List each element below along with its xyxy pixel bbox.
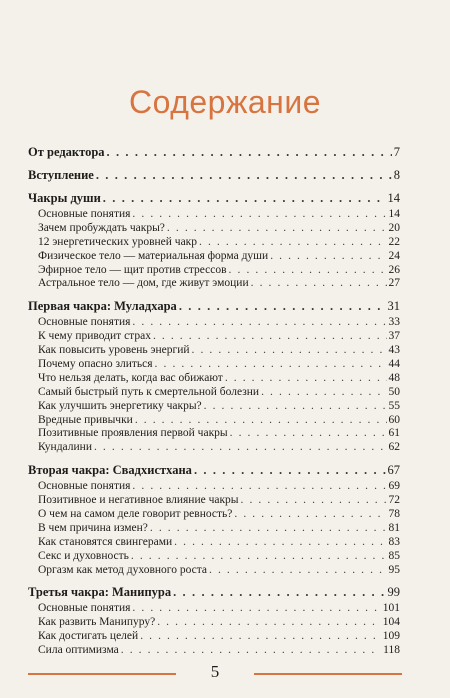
- toc-entry-page: 50: [388, 385, 400, 398]
- toc-entry-title: Эфирное тело — щит против стрессов: [38, 263, 227, 276]
- toc-entry-title: Вторая чакра: Свадхистхана: [28, 463, 192, 478]
- toc-entry-title: Третья чакра: Манипура: [28, 585, 172, 600]
- toc-entry-row: [28, 251, 400, 265]
- toc-entry-page: 44: [388, 358, 400, 371]
- toc-entry-page: 27: [388, 277, 400, 290]
- toc-entry-row: [28, 523, 400, 537]
- toc-entry-title: Почему опасно злиться: [38, 358, 153, 371]
- toc-entry-page: 62: [388, 441, 400, 454]
- toc-entry-row: [28, 565, 400, 579]
- toc-entry-row: [28, 415, 400, 429]
- toc-dot-leader: [209, 565, 386, 577]
- toc-entry-title: Что нельзя делать, когда вас обижают: [38, 371, 223, 384]
- toc-entry-title: Позитивное и негативное влияние чакры: [38, 494, 239, 507]
- toc-entry-title: Основные понятия: [38, 208, 131, 220]
- toc-entry-title: Секс и духовность: [38, 549, 129, 562]
- toc-entry-page: 83: [388, 535, 400, 548]
- toc-entry-row: [28, 387, 400, 401]
- toc-entry-row: [28, 631, 400, 645]
- toc-entry-title: О чем на самом деле говорит ревность?: [38, 508, 233, 521]
- toc-entry-row: [28, 401, 400, 415]
- toc-entry-row: [28, 481, 400, 495]
- toc-dot-leader: [251, 278, 387, 290]
- toc-entry-title: Основные понятия: [38, 316, 131, 329]
- toc-entry-page: 60: [388, 413, 400, 426]
- toc-dot-leader: [94, 442, 387, 454]
- page-footer: [28, 662, 402, 686]
- toc-dot-leader: [192, 345, 387, 357]
- toc-entry-title: Физическое тело — материальная форма души: [38, 249, 269, 262]
- toc-entry-title: Астральное тело — дом, где живут эмоции: [38, 277, 249, 290]
- toc-entry-page: 8: [393, 168, 400, 182]
- toc-entry-page: 55: [388, 399, 400, 412]
- toc-entry-title: Вредные привычки: [38, 413, 133, 426]
- toc-entry-page: 101: [382, 602, 400, 615]
- toc-entry-page: 7: [393, 145, 400, 159]
- toc-entry-title: Чакры души: [28, 191, 101, 205]
- toc-entry-page: 95: [388, 563, 400, 576]
- table-of-contents: [28, 146, 400, 659]
- toc-dot-leader: [132, 603, 380, 615]
- toc-entry-title: Позитивные проявления первой чакры: [38, 427, 228, 440]
- toc-entry-row: [28, 551, 400, 565]
- toc-entry-page: 37: [388, 330, 400, 343]
- toc-entry-row: [28, 617, 400, 631]
- toc-dot-leader: [157, 617, 381, 629]
- toc-entry-row: [28, 442, 400, 456]
- toc-entry-row: [28, 331, 400, 345]
- toc-entry-title: Как достигать целей: [38, 630, 139, 643]
- toc-entry-row: [28, 223, 400, 237]
- toc-dot-leader: [174, 537, 386, 549]
- toc-entry-page: 67: [387, 463, 400, 478]
- toc-entry-page: 48: [388, 371, 400, 384]
- toc-entry-page: 72: [388, 494, 400, 507]
- toc-entry-row: [28, 537, 400, 551]
- toc-entry-page: 118: [383, 644, 400, 657]
- toc-entry-page: 61: [388, 427, 400, 440]
- toc-dot-leader: [150, 523, 387, 535]
- toc-entry-page: 14: [387, 191, 400, 205]
- toc-dot-leader: [204, 401, 387, 413]
- toc-entry-page: 109: [382, 630, 400, 643]
- toc-chapter-row: [28, 192, 400, 209]
- toc-entry-page: 20: [388, 221, 400, 234]
- toc-dot-leader: [234, 509, 386, 521]
- toc-entry-title: Как становятся свингерами: [38, 535, 173, 548]
- toc-entry-page: 99: [387, 585, 400, 600]
- toc-chapter-row: [28, 300, 400, 317]
- toc-entry-row: [28, 345, 400, 359]
- toc-dot-leader: [132, 209, 386, 221]
- toc-entry-row: [28, 317, 400, 331]
- toc-dot-leader: [199, 237, 386, 249]
- toc-dot-leader: [179, 300, 386, 313]
- toc-entry-row: [28, 265, 400, 279]
- toc-dot-leader: [225, 373, 387, 385]
- toc-dot-leader: [121, 645, 381, 657]
- toc-entry-title: Вступление: [28, 168, 94, 182]
- toc-entry-page: 69: [388, 480, 400, 493]
- toc-chapter-row: [28, 586, 400, 603]
- toc-entry-title: Зачем пробуждать чакры?: [38, 221, 165, 234]
- toc-entry-row: [28, 509, 400, 523]
- toc-chapter-row: [28, 169, 400, 186]
- toc-entry-page: 31: [387, 299, 400, 314]
- toc-entry-page: 14: [388, 208, 400, 220]
- toc-entry-row: [28, 237, 400, 251]
- toc-dot-leader: [153, 331, 387, 343]
- toc-entry-title: Основные понятия: [38, 602, 131, 615]
- toc-entry-row: [28, 495, 400, 509]
- toc-entry-page: 78: [388, 508, 400, 521]
- toc-entry-title: Как улучшить энергетику чакры?: [38, 399, 202, 412]
- toc-entry-title: Как повысить уровень энергий: [38, 344, 190, 357]
- toc-entry-page: 104: [382, 616, 400, 629]
- toc-entry-row: [28, 645, 400, 659]
- footer-rule-right: [254, 673, 402, 675]
- toc-chapter-row: [28, 464, 400, 481]
- toc-entry-row: [28, 209, 400, 223]
- toc-entry-title: В чем причина измен?: [38, 521, 148, 534]
- toc-entry-title: Как развить Манипуру?: [38, 616, 156, 629]
- page-title: Содержание: [128, 84, 321, 120]
- toc-dot-leader: [261, 387, 386, 399]
- toc-entry-title: К чему приводит страх: [38, 330, 151, 343]
- toc-dot-leader: [173, 586, 385, 599]
- toc-dot-leader: [155, 359, 387, 371]
- toc-chapter-row: [28, 146, 400, 163]
- toc-dot-leader: [140, 631, 381, 643]
- toc-entry-title: Оргазм как метод духовного роста: [38, 563, 208, 576]
- toc-entry-row: [28, 428, 400, 442]
- toc-dot-leader: [107, 146, 392, 159]
- toc-entry-page: 85: [388, 549, 400, 562]
- toc-dot-leader: [132, 317, 386, 329]
- toc-entry-title: От редактора: [28, 145, 105, 159]
- toc-dot-leader: [194, 464, 386, 477]
- toc-dot-leader: [230, 428, 387, 440]
- toc-entry-page: 24: [388, 249, 400, 262]
- toc-entry-page: 81: [388, 521, 400, 534]
- toc-dot-leader: [131, 551, 387, 563]
- toc-dot-leader: [229, 265, 387, 277]
- toc-entry-title: Кундалини: [38, 441, 92, 454]
- page-number: 5: [210, 662, 220, 681]
- toc-entry-row: [28, 373, 400, 387]
- toc-entry-title: Сила оптимизма: [38, 644, 119, 657]
- toc-entry-title: Первая чакра: Муладхара: [28, 299, 177, 314]
- toc-entry-row: [28, 603, 400, 617]
- toc-entry-row: [28, 278, 400, 292]
- toc-entry-row: [28, 359, 400, 373]
- toc-dot-leader: [241, 495, 387, 507]
- toc-entry-page: 43: [388, 344, 400, 357]
- toc-entry-title: Основные понятия: [38, 480, 131, 493]
- toc-dot-leader: [167, 223, 387, 235]
- toc-dot-leader: [103, 192, 386, 205]
- toc-entry-title: Самый быстрый путь к смертельной болезни: [38, 385, 260, 398]
- toc-entry-page: 33: [388, 316, 400, 329]
- toc-dot-leader: [132, 481, 386, 493]
- toc-dot-leader: [96, 169, 392, 182]
- toc-entry-title: 12 энергетических уровней чакр: [38, 235, 198, 248]
- toc-entry-page: 22: [388, 235, 400, 248]
- toc-dot-leader: [270, 251, 386, 263]
- faint-show-through-header: [58, 26, 398, 33]
- toc-dot-leader: [135, 415, 387, 427]
- toc-entry-page: 26: [388, 263, 400, 276]
